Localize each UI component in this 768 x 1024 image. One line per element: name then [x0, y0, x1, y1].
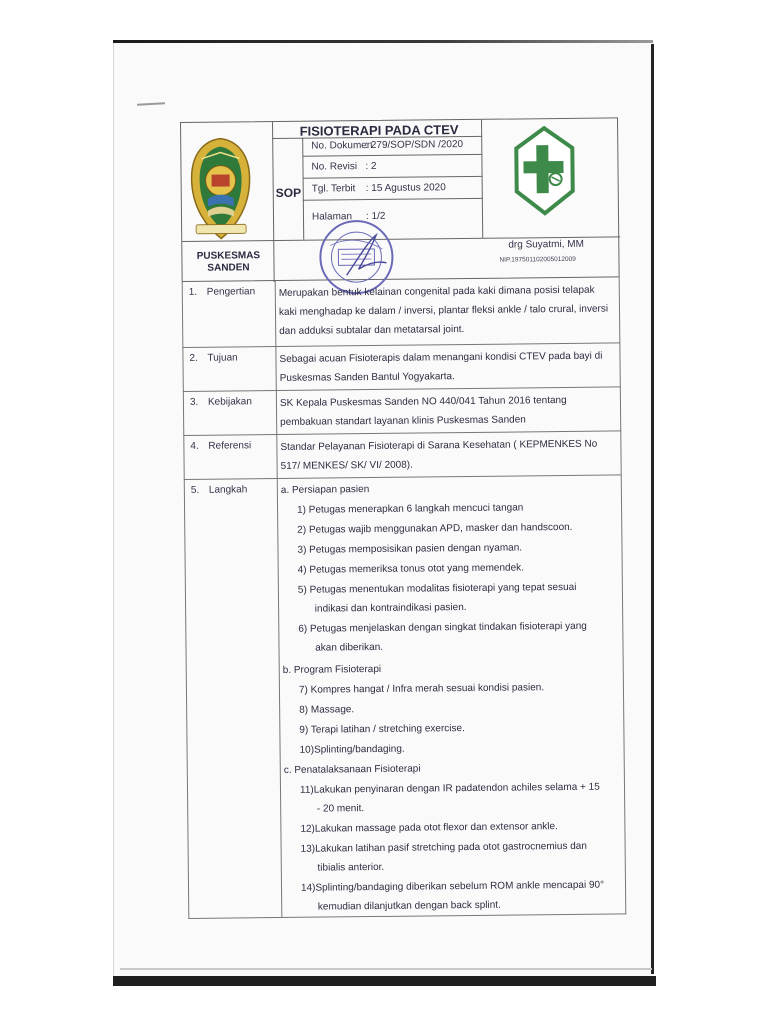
section-text [280, 390, 614, 431]
text-line: Merupakan bentuk kelainan congenital pada kaki dimana posisi telapak [278, 284, 595, 299]
group-heading: c. Penatalaksanaan Fisioterapi [283, 763, 421, 776]
signer-name: drg Suyatmi, MM [508, 238, 584, 251]
step-item: 3) Petugas memposisikan pasien dengan nyaman. [297, 542, 523, 556]
section-number: 5. [190, 484, 200, 496]
text-line: 517/ MENKES/ SK/ VI/ 2008). [280, 459, 413, 472]
tgl-terbit-value: : 15 Agustus 2020 [365, 182, 446, 195]
group-heading: a. Persiapan pasien [280, 484, 370, 496]
sop-label: SOP [275, 185, 302, 201]
step-item: 8) Massage. [299, 704, 355, 716]
section-number: 1. [188, 286, 198, 298]
section-text [279, 346, 613, 387]
text-line: SK Kepala Puskesmas Sanden NO 440/041 Tahun 2016 tentang [279, 394, 567, 409]
step-item: 4) Petugas memeriksa tonus otot yang memendek. [297, 562, 524, 576]
section-label: Tujuan [207, 352, 238, 364]
step-item: - 20 menit. [300, 803, 365, 815]
institution-line-2: SANDEN [207, 262, 250, 274]
step-item: 13)Lakukan latihan pasif stretching pada otot gastrocnemius dan [300, 840, 587, 855]
section-text [279, 280, 614, 340]
section-pengertian [182, 277, 621, 348]
text-line: pembakuan standart layanan klinis Puskesmas Sanden [280, 414, 526, 428]
text-line: dan adduksi subtalar dan metatarsal joint. [279, 324, 465, 337]
tgl-terbit-label: Tgl. Terbit [311, 183, 356, 195]
no-dokumen-row [311, 139, 463, 152]
step-item: 9) Terapi latihan / stretching exercise. [299, 723, 465, 736]
step-item: 1) Petugas menerapkan 6 langkah mencuci tangan [297, 502, 524, 516]
step-item: 6) Petugas menjelaskan dengan singkat tindakan fisioterapi yang [298, 620, 587, 635]
paper-right-edge [651, 44, 654, 974]
halaman-label: Halaman [311, 211, 353, 223]
no-revisi-label: No. Revisi [311, 161, 358, 173]
puskesmas-cross-logo [513, 125, 576, 218]
section-label: Kebijakan [207, 396, 252, 408]
no-revisi-value: : 2 [365, 160, 377, 173]
paper-top-edge [113, 40, 653, 43]
no-dokumen-value: : 279/SOP/SDN /2020 [365, 139, 464, 152]
signer-nip: NIP.197501102005012009 [499, 255, 576, 264]
institution-name [184, 250, 272, 275]
text-line: kaki menghadap ke dalam / inversi, plantar fleksi ankle / talo crural, inversi [278, 303, 609, 318]
section-kebijakan [183, 387, 621, 436]
no-dokumen-label: No. Dokumen [311, 139, 373, 152]
step-item: 5) Petugas menentukan modalitas fisioterapi yang tepat sesuai [297, 581, 577, 596]
section-langkah [184, 475, 627, 919]
paper-bottom-edge [113, 976, 656, 986]
sop-header [180, 117, 620, 282]
section-number: 2. [189, 352, 198, 364]
section-referensi [183, 431, 621, 480]
step-item: 12)Lakukan massage pada otot flexor dan extensor ankle. [300, 821, 558, 835]
step-item: 7) Kompres hangat / Infra merah sesuai kondisi pasien. [298, 682, 545, 696]
halaman-value: : 1/2 [365, 210, 386, 223]
step-item: 10)Splinting/bandaging. [299, 743, 405, 756]
sop-document [180, 117, 626, 919]
step-item: 11)Lakukan penyinaran dengan IR padatendon achiles selama + 15 [299, 781, 600, 796]
section-number: 3. [189, 396, 199, 408]
section-text [280, 434, 614, 475]
text-line: Puskesmas Sanden Bantul Yogyakarta. [279, 371, 455, 384]
text-line: Sebagai acuan Fisioterapis dalam menangani kondisi CTEV pada bayi di [279, 350, 603, 365]
step-item: akan diberikan. [298, 641, 384, 654]
section-tujuan [182, 343, 620, 392]
group-heading: b. Program Fisioterapi [282, 663, 382, 676]
step-item: indikasi dan kontraindikasi pasien. [298, 602, 467, 615]
tgl-terbit-row [312, 182, 446, 194]
step-item: 2) Petugas wajib menggunakan APD, masker dan handscoon. [297, 521, 573, 536]
paper-bottom-line [120, 968, 652, 970]
regency-crest-logo [187, 134, 254, 243]
section-label: Referensi [208, 440, 252, 452]
step-item: 14)Splinting/bandaging diberikan sebelum ROM ankle mencapai 90° [300, 879, 605, 894]
section-label: Pengertian [206, 286, 256, 298]
step-item: kemudian dilanjutkan dengan back splint. [301, 899, 501, 913]
step-item: tibialis anterior. [300, 861, 385, 874]
institution-line-1: PUSKESMAS [196, 250, 261, 262]
section-label: Langkah [208, 484, 248, 496]
text-line: Standar Pelayanan Fisioterapi di Sarana Kesehatan ( KEPMENKES No [280, 438, 598, 453]
document-title: FISIOTERAPI PADA CTEV [299, 122, 459, 139]
section-number: 4. [190, 440, 199, 452]
no-revisi-row [311, 161, 376, 173]
